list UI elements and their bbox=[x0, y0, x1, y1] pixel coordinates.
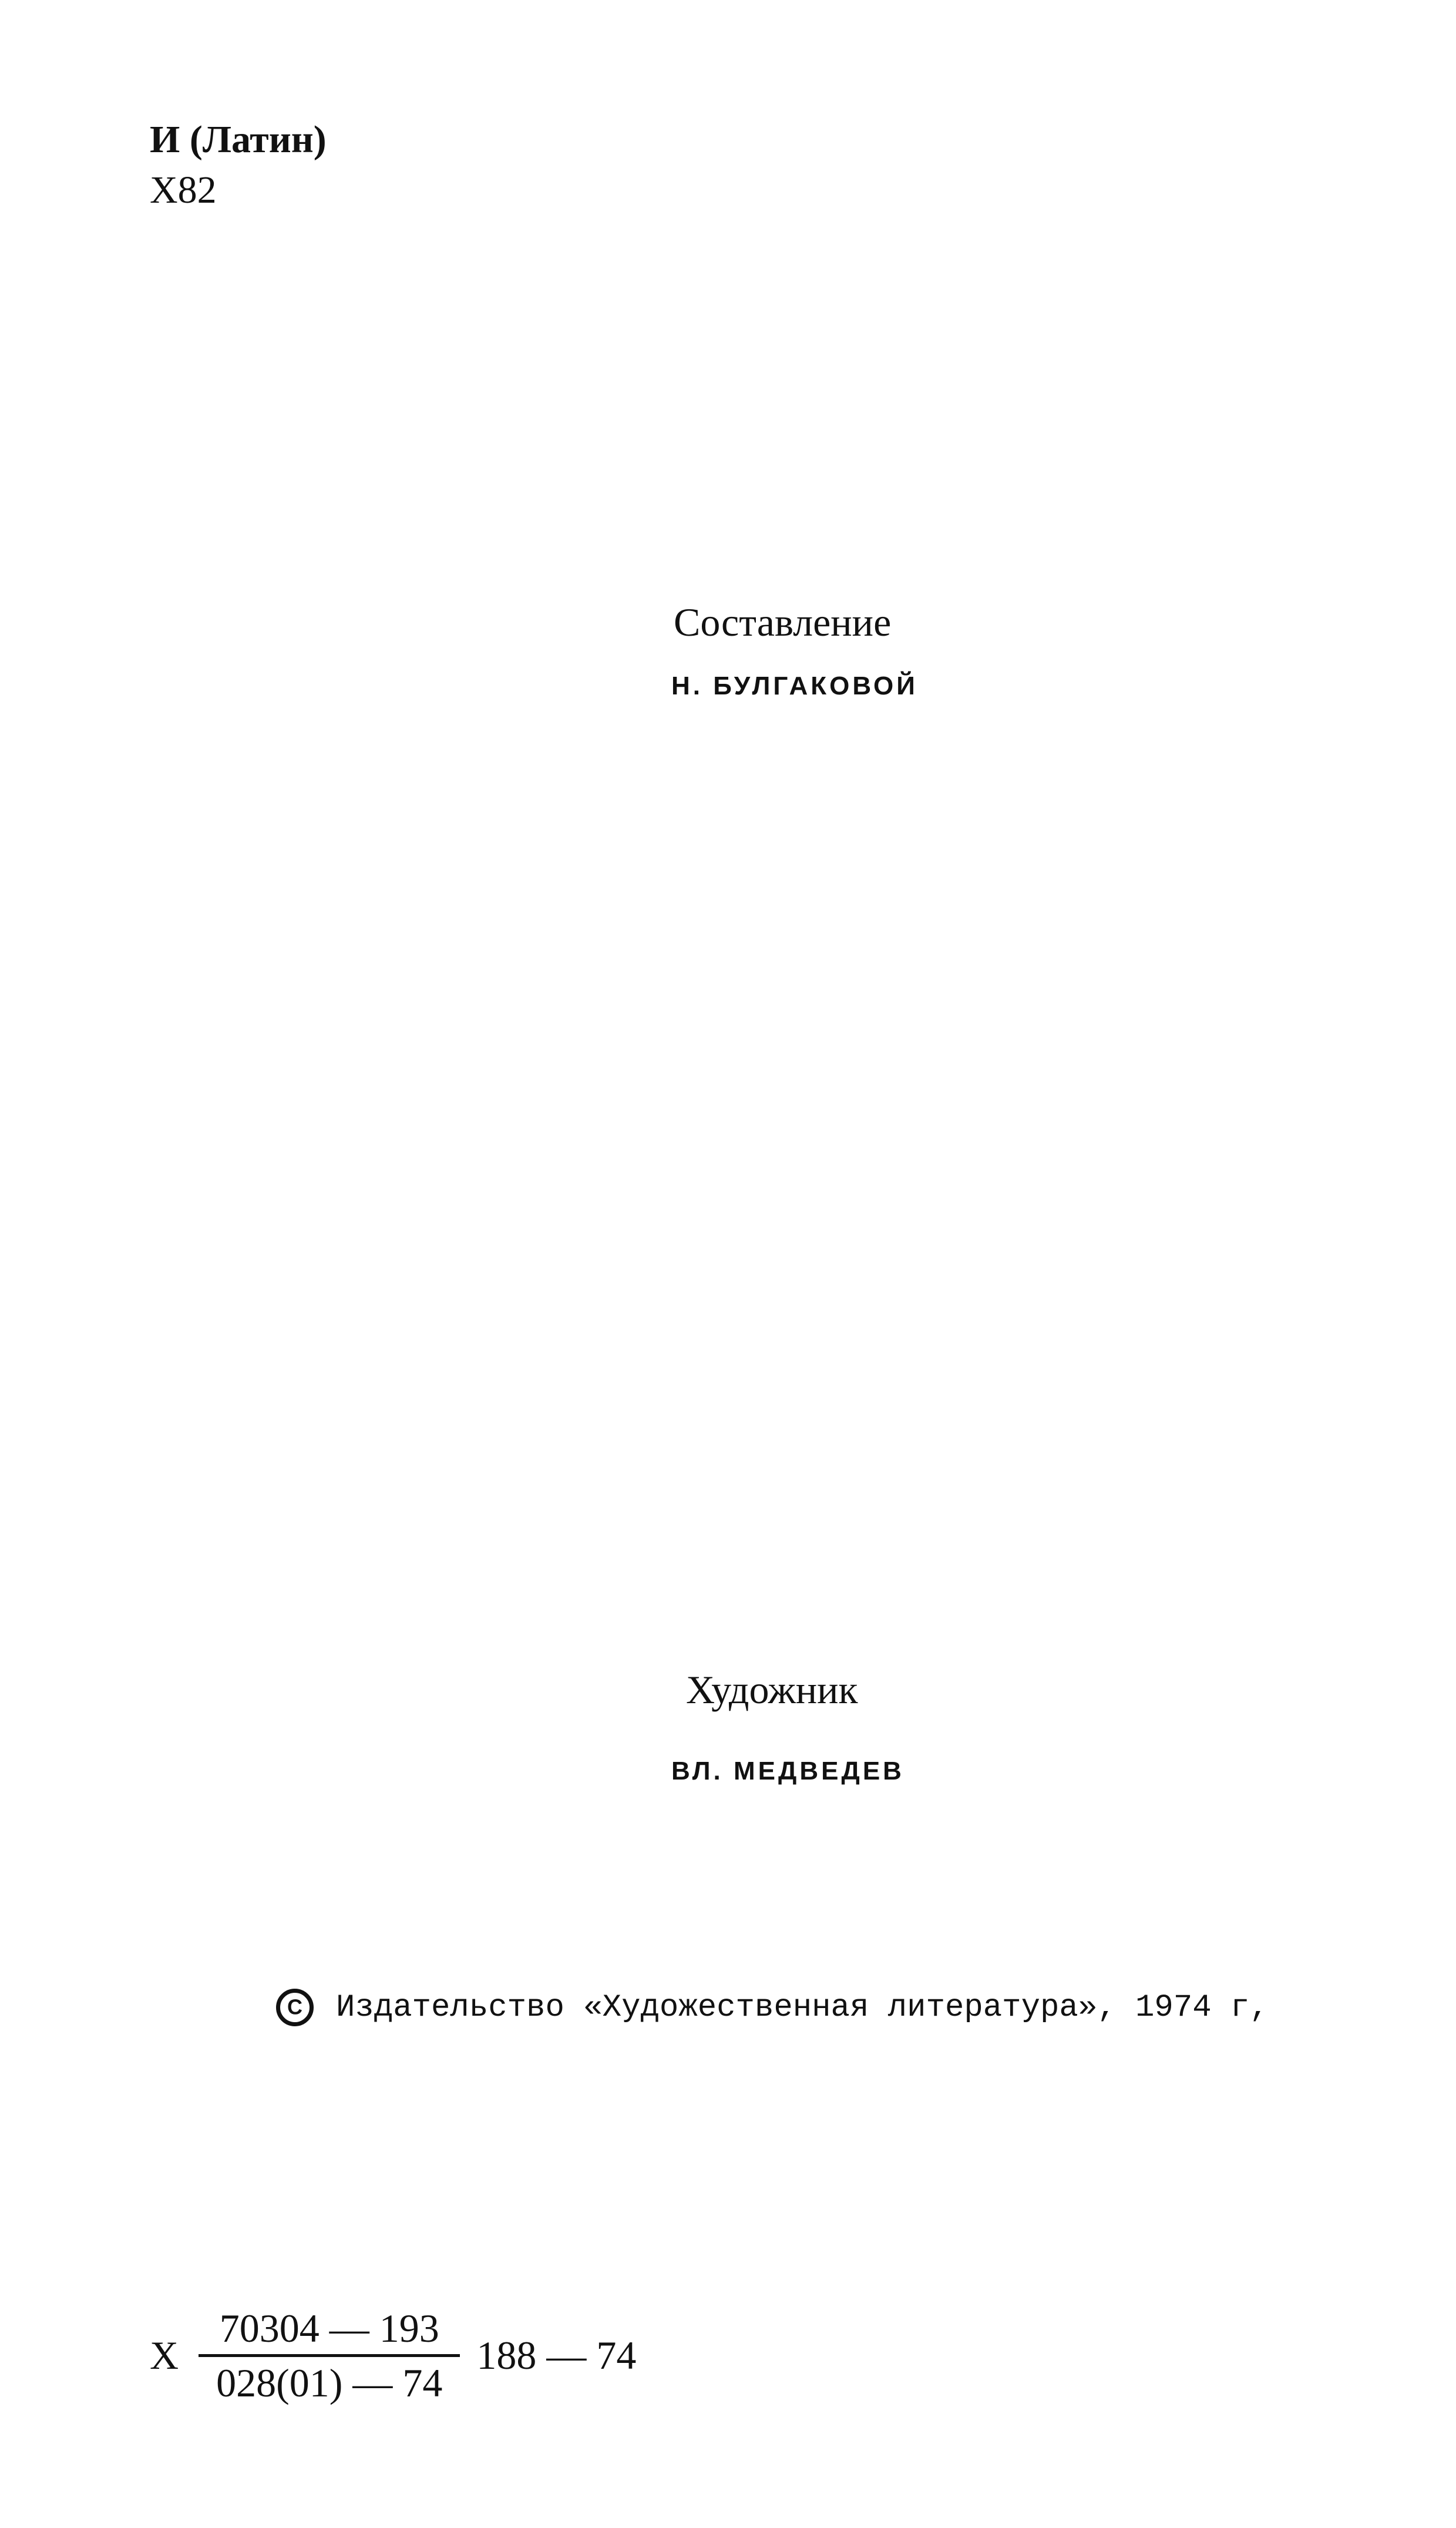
index-prefix: Х bbox=[150, 2333, 179, 2378]
copyright-icon bbox=[276, 1989, 314, 2026]
index-denominator: 028(01) — 74 bbox=[216, 2361, 443, 2405]
artist-name: ВЛ. МЕДВЕДЕВ bbox=[671, 1757, 904, 1785]
catalog-index bbox=[150, 2306, 636, 2405]
classification-line-1: И (Латин) bbox=[150, 118, 327, 161]
index-fraction bbox=[199, 2306, 460, 2405]
artist-label: Художник bbox=[686, 1667, 858, 1712]
index-suffix: 188 — 74 bbox=[476, 2333, 637, 2378]
compiler-name: Н. БУЛГАКОВОЙ bbox=[671, 672, 918, 700]
classification-line-2: Х82 bbox=[150, 169, 217, 211]
index-numerator: 70304 — 193 bbox=[219, 2306, 439, 2351]
compiler-label: Составление bbox=[674, 600, 892, 644]
copyright-text: Издательство «Художественная литература», 1974 г, bbox=[336, 1989, 1269, 2026]
classification-code bbox=[150, 115, 327, 216]
copyright-line bbox=[276, 1989, 1269, 2026]
